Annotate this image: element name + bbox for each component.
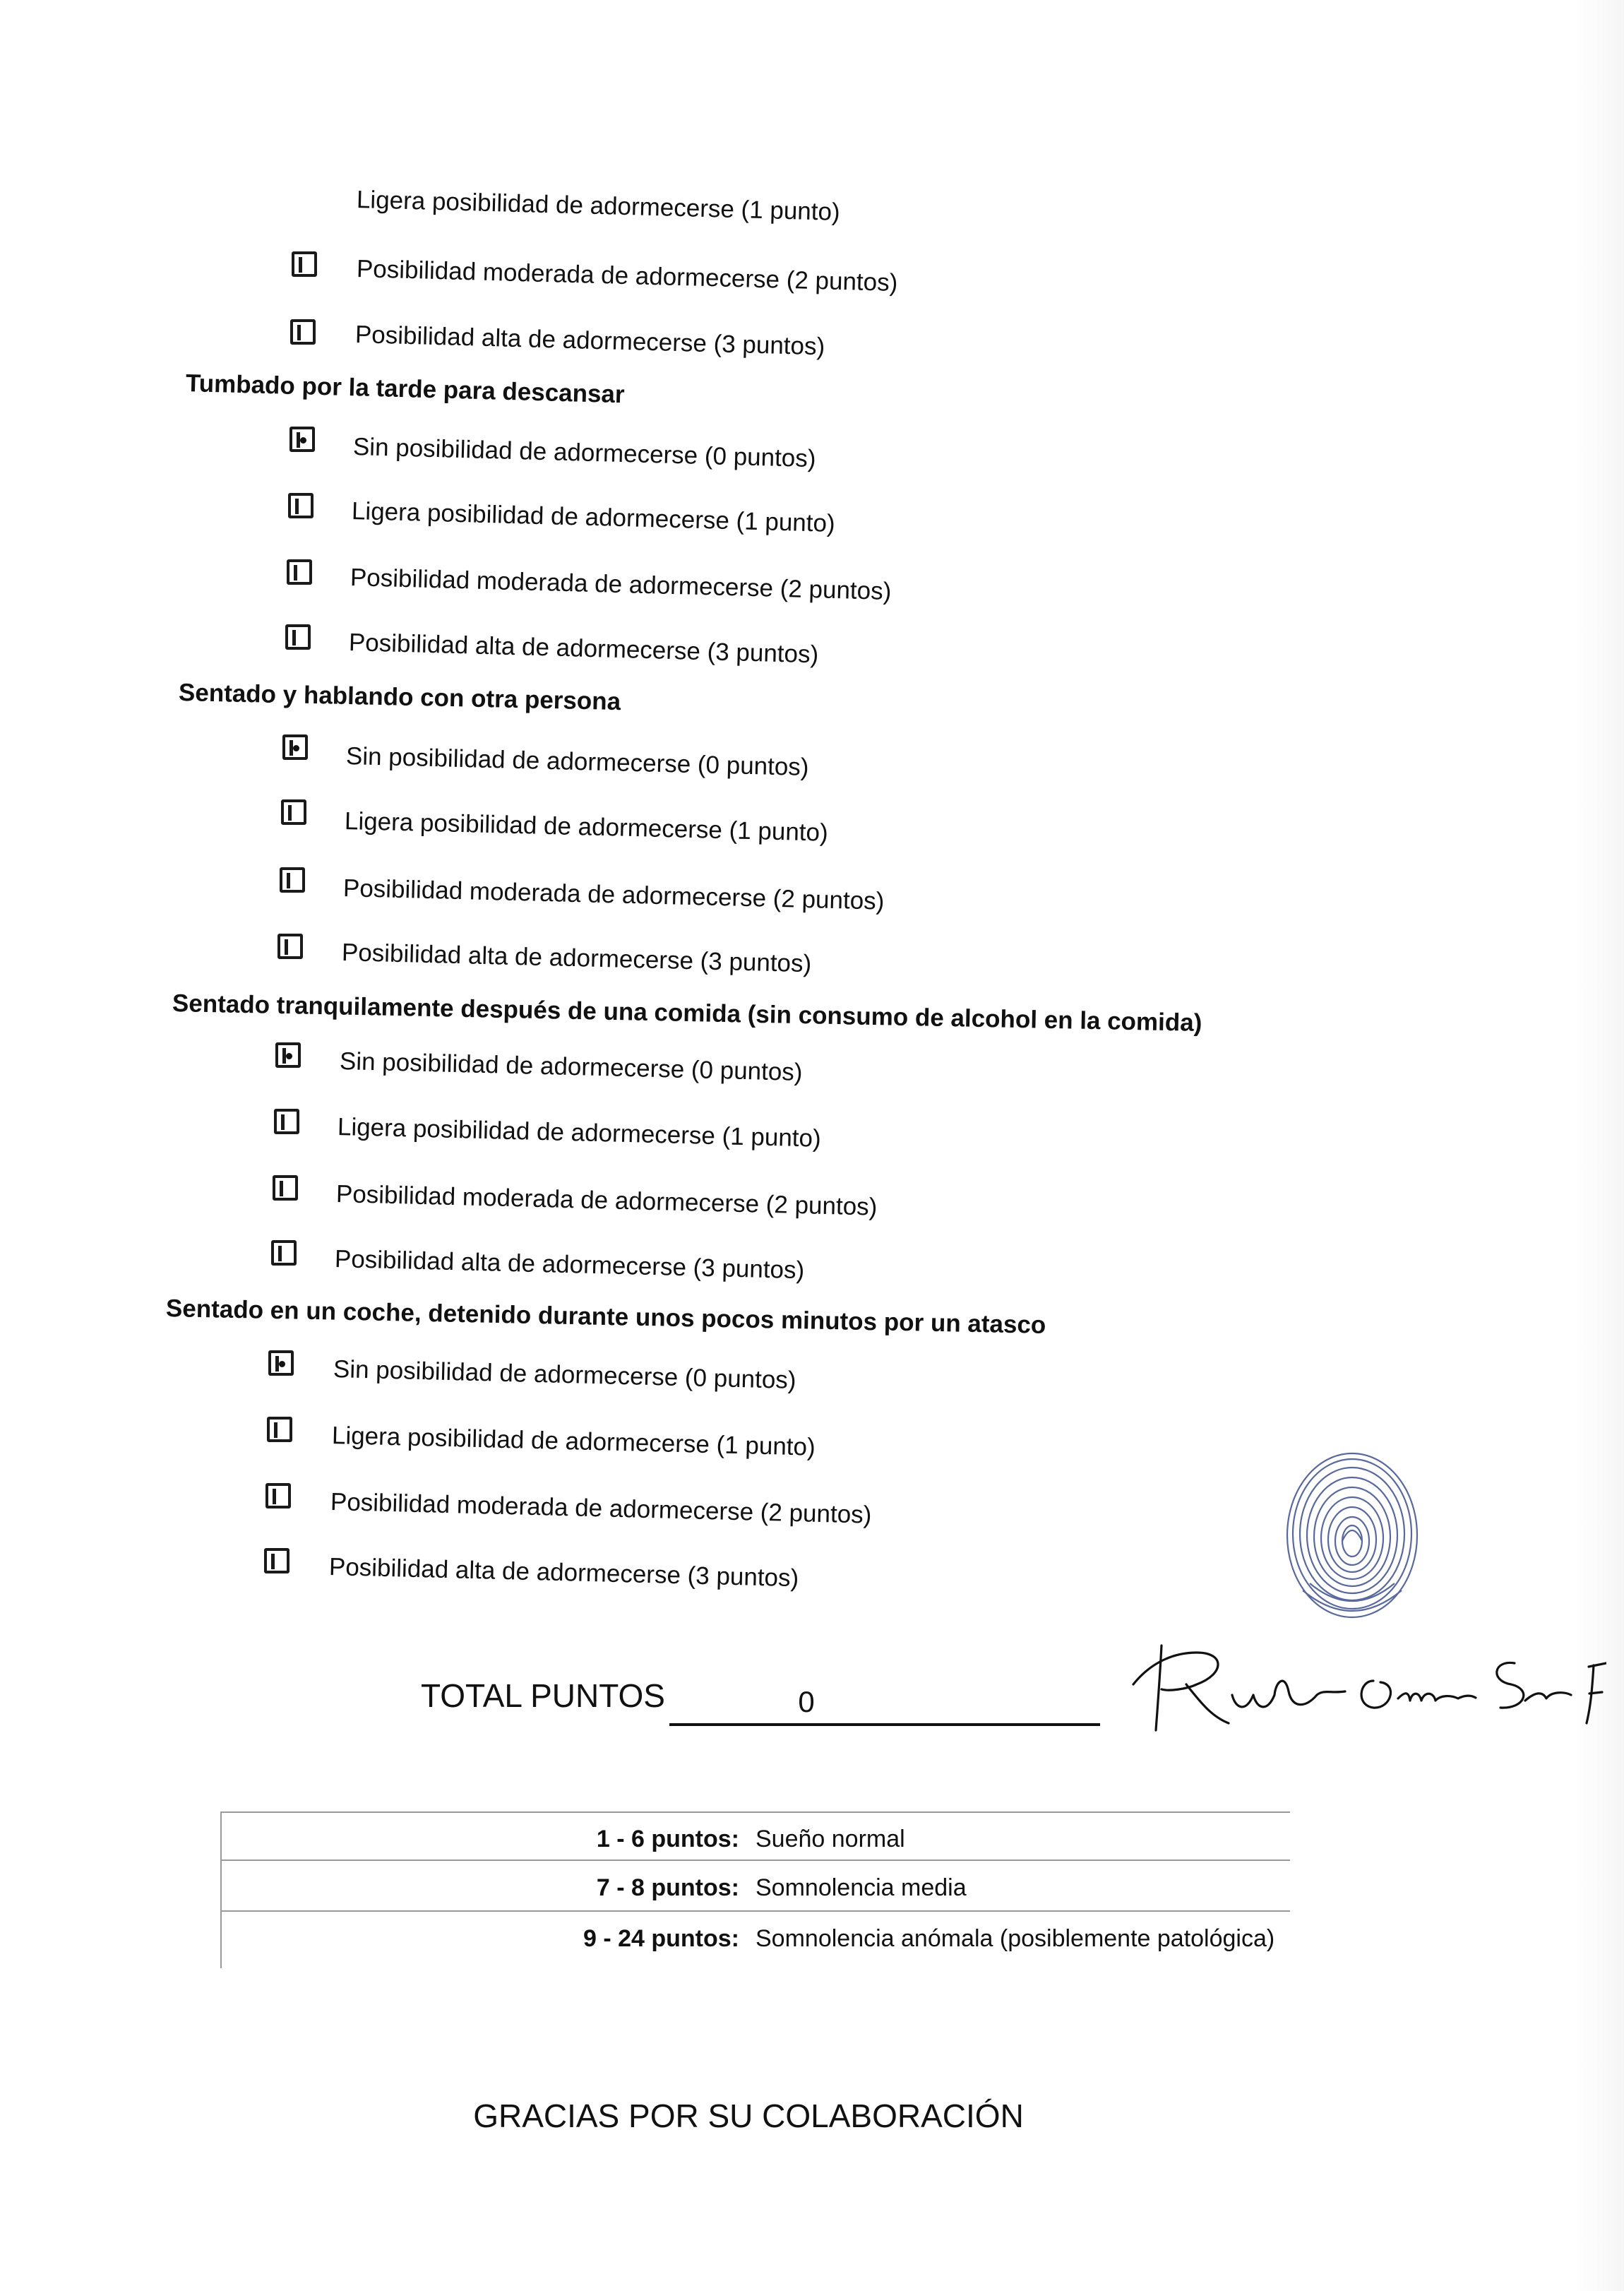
- checkbox[interactable]: [280, 867, 305, 893]
- option-label: Ligera posibilidad de adormecerse (1 punto): [356, 186, 841, 226]
- checkbox-checked[interactable]: [282, 734, 308, 760]
- checkbox[interactable]: [281, 799, 306, 825]
- checkbox[interactable]: [273, 1175, 298, 1201]
- checkbox-checked[interactable]: [289, 427, 315, 452]
- scan-edge-shadow: [1575, 0, 1624, 2291]
- option-label: Posibilidad moderada de adormecerse (2 puntos): [335, 1180, 878, 1221]
- question-heading: Tumbado por la tarde para descansar: [185, 369, 626, 409]
- option-label: Posibilidad alta de adormecerse (3 puntos): [334, 1245, 805, 1285]
- legend-description: Somnolencia anómala (posiblemente patológica): [756, 1925, 1275, 1952]
- legend-range: 9 - 24 puntos:: [583, 1925, 739, 1952]
- checkbox[interactable]: [271, 1240, 297, 1266]
- legend-rule: [220, 1859, 1290, 1861]
- legend-rule: [220, 1910, 1290, 1912]
- checkbox[interactable]: [277, 934, 303, 959]
- option-label: Ligera posibilidad de adormecerse (1 punto): [331, 1422, 816, 1461]
- option-label: Posibilidad alta de adormecerse (3 puntos): [328, 1553, 799, 1593]
- option-label: Ligera posibilidad de adormecerse (1 punto): [351, 497, 836, 537]
- checkbox[interactable]: [292, 251, 317, 277]
- option-label: Posibilidad moderada de adormecerse (2 puntos): [330, 1488, 872, 1529]
- score-legend: [220, 1811, 1290, 1968]
- option-label: Ligera posibilidad de adormecerse (1 punto): [337, 1113, 822, 1153]
- legend-range: 1 - 6 puntos:: [596, 1826, 739, 1852]
- option-label: Sin posibilidad de adormecerse (0 puntos): [352, 433, 816, 473]
- legend-range: 7 - 8 puntos:: [596, 1874, 739, 1901]
- legend-rule: [220, 1811, 1290, 1813]
- signature: [1119, 1624, 1606, 1741]
- option-label: Sin posibilidad de adormecerse (0 puntos): [333, 1355, 796, 1395]
- legend-description: Sueño normal: [756, 1826, 905, 1852]
- option-label: Posibilidad alta de adormecerse (3 puntos): [341, 939, 812, 978]
- checkbox-checked[interactable]: [275, 1042, 301, 1068]
- thank-you-footer: GRACIAS POR SU COLABORACIÓN: [473, 2097, 1024, 2134]
- option-label: Posibilidad moderada de adormecerse (2 puntos): [356, 255, 898, 297]
- checkbox[interactable]: [287, 559, 312, 585]
- checkbox[interactable]: [290, 319, 316, 345]
- legend-description: Somnolencia media: [756, 1874, 967, 1901]
- option-label: Posibilidad alta de adormecerse (3 puntos): [348, 629, 819, 669]
- option-label: Posibilidad moderada de adormecerse (2 puntos): [342, 874, 885, 915]
- checkbox[interactable]: [274, 1109, 299, 1134]
- fingerprint-icon: [1282, 1449, 1423, 1633]
- question-heading: Sentado tranquilamente después de una comida (sin consumo de alcohol en la comida): [172, 989, 1202, 1037]
- checkbox[interactable]: [264, 1548, 289, 1573]
- option-label: Posibilidad moderada de adormecerse (2 puntos): [350, 564, 892, 606]
- total-underline: [669, 1723, 1100, 1726]
- question-heading: Sentado y hablando con otra persona: [178, 679, 621, 716]
- total-value[interactable]: 0: [798, 1685, 815, 1718]
- option-label: Posibilidad alta de adormecerse (3 puntos): [354, 321, 825, 361]
- total-label: TOTAL PUNTOS: [421, 1677, 665, 1714]
- option-label: Sin posibilidad de adormecerse (0 puntos): [339, 1047, 803, 1087]
- option-label: Ligera posibilidad de adormecerse (1 punto): [344, 807, 829, 847]
- question-heading: Sentado en un coche, detenido durante unos pocos minutos por un atasco: [165, 1295, 1046, 1339]
- checkbox[interactable]: [265, 1483, 291, 1509]
- option-label: Sin posibilidad de adormecerse (0 puntos): [345, 742, 809, 782]
- checkbox[interactable]: [285, 624, 311, 650]
- checkbox[interactable]: [267, 1417, 292, 1442]
- checkbox[interactable]: [288, 493, 314, 518]
- checkbox-checked[interactable]: [268, 1350, 294, 1376]
